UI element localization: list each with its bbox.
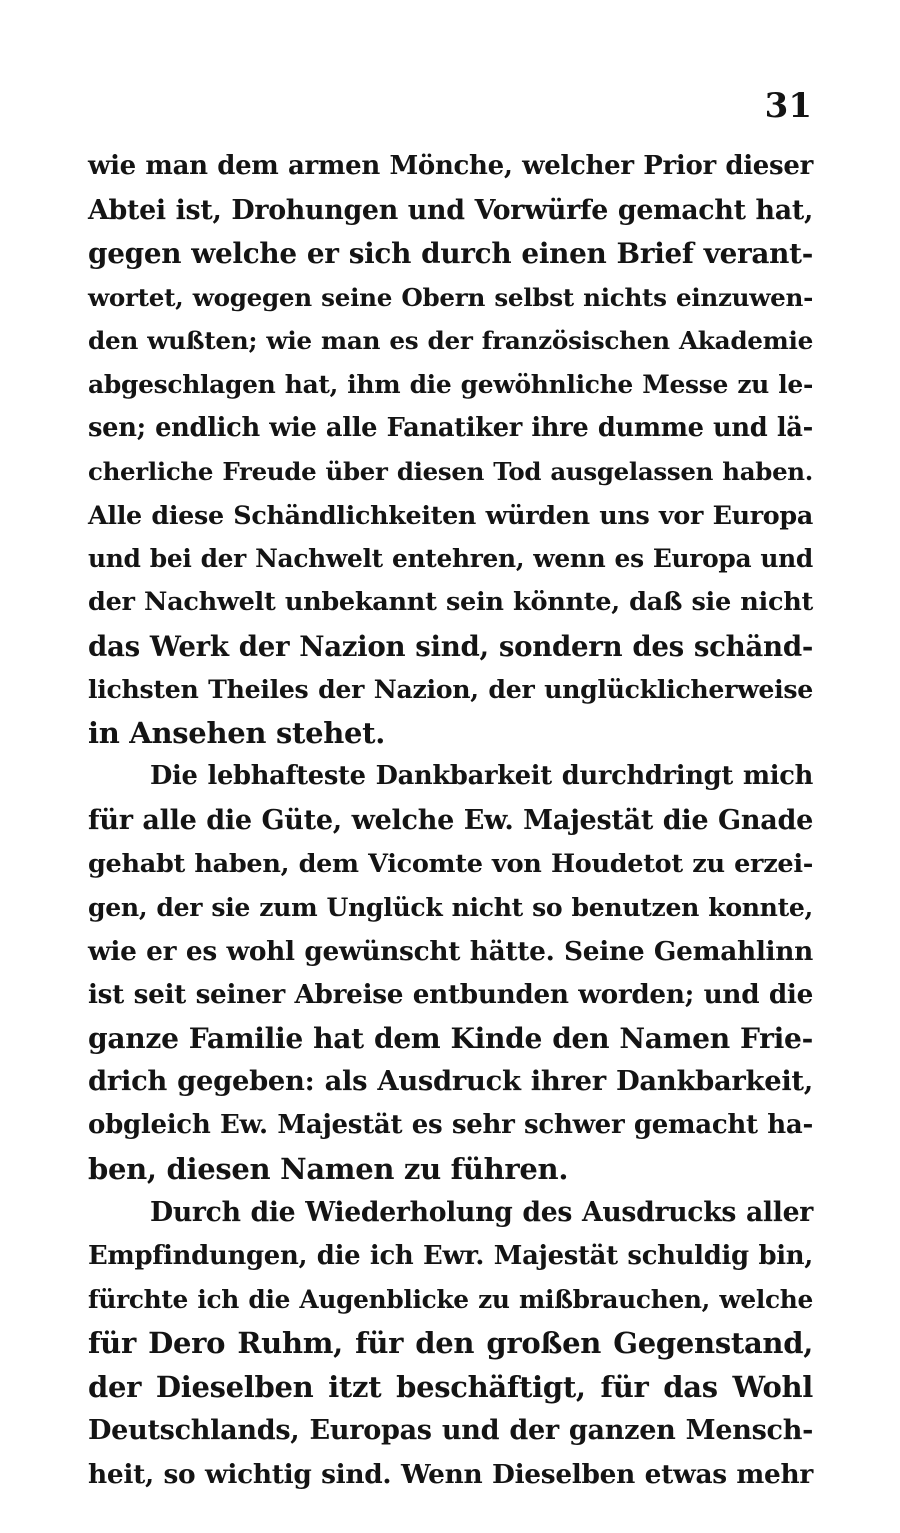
text-line: cherliche Freude über diesen Tod ausgelassen haben. <box>88 457 813 487</box>
body-text <box>88 145 813 1496</box>
text-line: ben, diesen Namen zu führen. <box>88 1151 569 1186</box>
text-line: sen; endlich wie alle Fanatiker ihre dumme und lä- <box>88 412 813 443</box>
page-number: 31 <box>764 86 812 126</box>
text-line: Empfindungen, die ich Ewr. Majestät schuldig bin, <box>88 1240 813 1271</box>
text-line: den wußten; wie man es der französischen Akademie <box>88 326 813 356</box>
text-line: ganze Familie hat dem Kinde den Namen Frie- <box>88 1021 813 1055</box>
paragraph-start-line: Durch die Wiederholung des Ausdrucks aller <box>150 1197 813 1229</box>
text-line: abgeschlagen hat, ihm die gewöhnliche Messe zu le- <box>88 369 813 399</box>
text-line: das Werk der Nazion sind, sondern des schänd- <box>88 629 813 663</box>
text-line: für Dero Ruhm, für den großen Gegenstand, <box>88 1326 813 1361</box>
text-line: drich gegeben: als Ausdruck ihrer Dankbarkeit, <box>88 1065 813 1098</box>
text-line: und bei der Nachwelt entehren, wenn es Europa und <box>88 544 813 574</box>
paragraph-start-line: Die lebhafteste Dankbarkeit durchdringt mich <box>150 761 813 792</box>
text-line: der Nachwelt unbekannt sein könnte, daß sie nicht <box>88 586 813 617</box>
text-line: der Dieselben itzt beschäftigt, für das Wohl <box>88 1369 813 1404</box>
text-line: Alle diese Schändlichkeiten würden uns vor Europa <box>88 499 813 530</box>
text-line: für alle die Güte, welche Ew. Majestät die Gnade <box>88 804 813 836</box>
text-line: wie man dem armen Mönche, welcher Prior dieser <box>88 151 813 181</box>
text-line: Deutschlands, Europas und der ganzen Mensch- <box>88 1415 813 1447</box>
text-line: wortet, wogegen seine Obern selbst nichts einzuwen- <box>88 282 813 312</box>
text-line: in Ansehen stehet. <box>88 715 386 750</box>
text-line: gegen welche er sich durch einen Brief verant- <box>88 237 813 271</box>
text-line: heit, so wichtig sind. Wenn Dieselben etwas mehr <box>88 1458 813 1490</box>
text-line: wie er es wohl gewünscht hätte. Seine Gemahlinn <box>88 935 813 967</box>
text-line: lichsten Theiles der Nazion, der unglücklicherweise <box>88 674 813 705</box>
text-line: gen, der sie zum Unglück nicht so benutzen konnte, <box>88 892 813 923</box>
text-line: obgleich Ew. Majestät es sehr schwer gemacht ha- <box>88 1110 813 1141</box>
text-line: Abtei ist, Drohungen und Vorwürfe gemacht hat, <box>88 194 813 226</box>
text-line: ist seit seiner Abreise entbunden worden; und die <box>88 979 813 1011</box>
text-line: fürchte ich die Augenblicke zu mißbrauchen, welche <box>88 1285 813 1315</box>
text-line: gehabt haben, dem Vicomte von Houdetot zu erzei- <box>88 848 813 879</box>
